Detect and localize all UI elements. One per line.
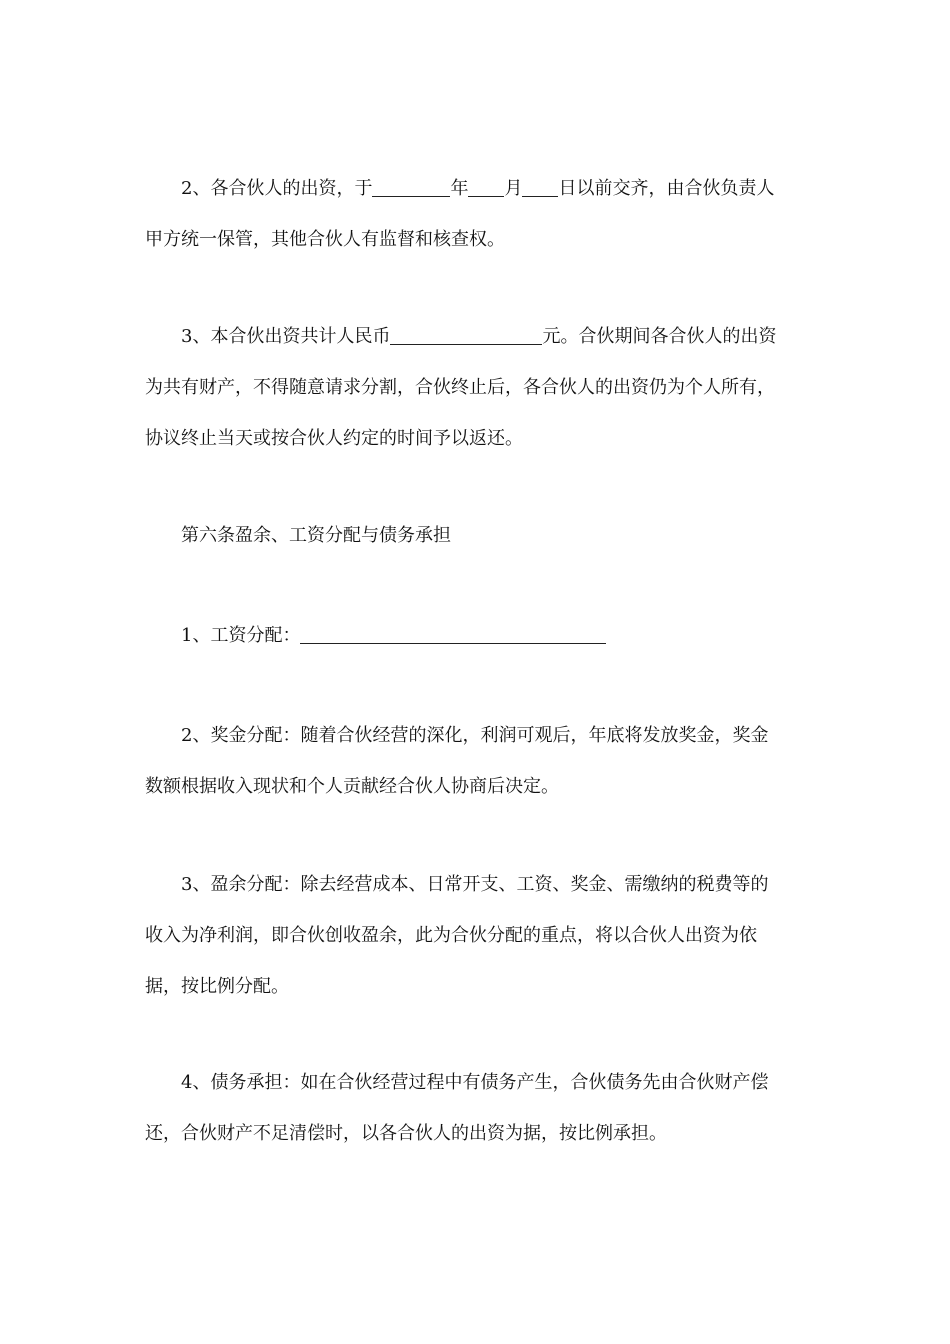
- clause-text: 3、本合伙出资共计人民币: [181, 326, 391, 347]
- clause-4-debt-liability: [145, 1057, 825, 1159]
- clause-text: 1、工资分配：: [181, 625, 301, 646]
- wage-blank-field[interactable]: [300, 625, 606, 644]
- year-blank-field[interactable]: [372, 178, 450, 197]
- paragraph-line: 2、奖金分配：随着合伙经营的深化，利润可观后，年底将发放奖金，奖金: [181, 725, 769, 746]
- clause-text: 日以前交齐，由合伙负责人: [558, 178, 775, 199]
- clause-3-surplus-distribution: [145, 859, 825, 1012]
- paragraph-line: 4、债务承担：如在合伙经营过程中有债务产生，合伙债务先由合伙财产偿: [181, 1072, 769, 1093]
- paragraph-line: [145, 311, 825, 362]
- paragraph-line: [145, 163, 825, 214]
- amount-blank-field[interactable]: [390, 326, 542, 345]
- month-blank-field[interactable]: [468, 178, 504, 197]
- paragraph-line: 甲方统一保管，其他合伙人有监督和核查权。: [145, 229, 505, 250]
- clause-1-wage-distribution: [145, 610, 825, 661]
- clause-text: 2、各合伙人的出资，于: [181, 178, 373, 199]
- paragraph-line: 据，按比例分配。: [145, 976, 289, 997]
- section-heading: 第六条盈余、工资分配与债务承担: [181, 525, 451, 546]
- paragraph-line: [145, 610, 825, 661]
- clause-2-capital-deadline: [145, 163, 825, 265]
- paragraph-line: 协议终止当天或按合伙人约定的时间予以返还。: [145, 428, 523, 449]
- clause-text: 元。合伙期间各合伙人的出资: [542, 326, 777, 347]
- paragraph-line: 还，合伙财产不足清偿时，以各合伙人的出资为据，按比例承担。: [145, 1123, 667, 1144]
- paragraph-line: 数额根据收入现状和个人贡献经合伙人协商后决定。: [145, 776, 559, 797]
- paragraph-line: 为共有财产，不得随意请求分割，合伙终止后，各合伙人的出资仍为个人所有，: [145, 377, 775, 398]
- clause-2-bonus-distribution: [145, 710, 825, 812]
- clause-text: 年: [450, 178, 469, 199]
- paragraph-line: 3、盈余分配：除去经营成本、日常开支、工资、奖金、需缴纳的税费等的: [181, 874, 769, 895]
- clause-3-total-capital: [145, 311, 825, 464]
- day-blank-field[interactable]: [522, 178, 558, 197]
- paragraph-line: 收入为净利润，即合伙创收盈余，此为合伙分配的重点，将以合伙人出资为依: [145, 925, 757, 946]
- clause-text: 月: [504, 178, 523, 199]
- article-6-heading: [145, 510, 825, 561]
